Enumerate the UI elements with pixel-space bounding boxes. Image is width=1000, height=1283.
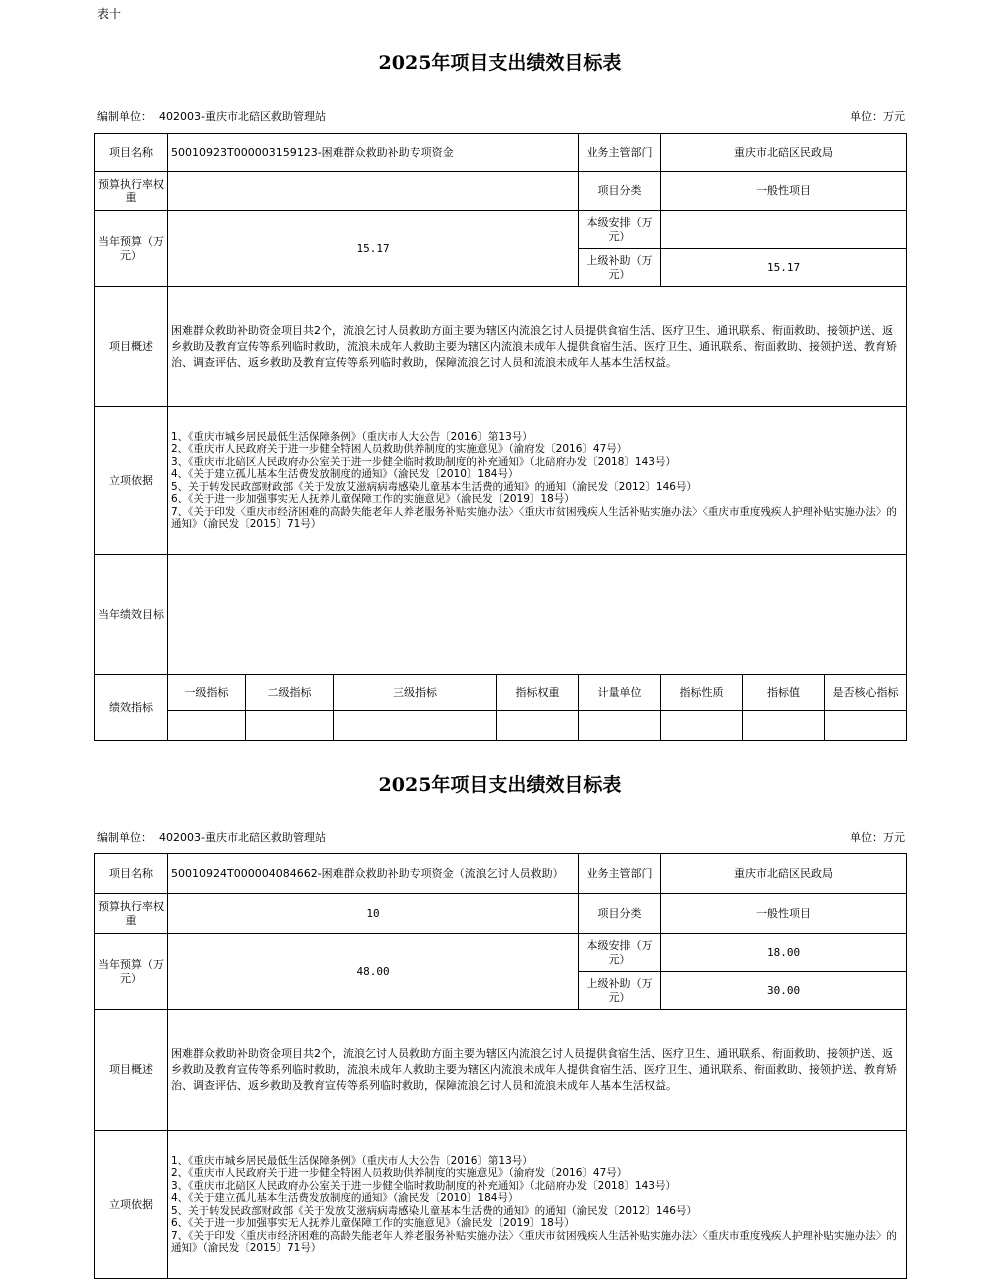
project-name-value: 50010924T000004084662-困难群众救助补助专项资金（流浪乞讨人员救助）: [168, 854, 579, 894]
indicator-header: 三级指标: [334, 675, 497, 711]
indicator-cell: [497, 711, 579, 741]
header-meta: [97, 829, 905, 845]
basis-item: 4、《关于建立孤儿基本生活费发放制度的通知》（渝民发〔2010〕184号）: [171, 468, 519, 480]
page-label: 表十: [97, 7, 122, 21]
indicator-header: 一级指标: [168, 675, 246, 711]
indicator-cell: [168, 711, 246, 741]
overview-label: 项目概述: [95, 287, 168, 407]
local-budget-value: 18.00: [661, 934, 907, 972]
weight-label: 预算执行率权重: [95, 894, 168, 934]
upper-subsidy-label: 上级补助（万元）: [579, 972, 661, 1010]
table-title: 2025年项目支出绩效目标表: [378, 774, 622, 796]
dept-value: 重庆市北碚区民政局: [661, 854, 907, 894]
indicator-cell: [246, 711, 334, 741]
weight-value: [168, 172, 579, 211]
unit-label: 单位：万元: [850, 831, 905, 844]
category-label: 项目分类: [579, 894, 661, 934]
performance-table: [94, 133, 907, 741]
indicator-cell: [334, 711, 497, 741]
basis-item: 7、《关于印发〈重庆市经济困难的高龄失能老年人养老服务补贴实施办法〉〈重庆市贫困残疾人生活补贴实施办法〉〈重庆市重度残疾人护理补贴实施办法〉的通知》（渝民发〔2015〕71号）: [171, 1229, 897, 1254]
basis-item: 2、《重庆市人民政府关于进一步健全特困人员救助供养制度的实施意见》（渝府发〔2016〕47号）: [171, 443, 628, 455]
category-label: 项目分类: [579, 172, 661, 211]
overview-label: 项目概述: [95, 1010, 168, 1131]
basis-list: [168, 407, 907, 555]
performance-table: [94, 853, 907, 1279]
project-name-label: 项目名称: [95, 854, 168, 894]
goal-label: 当年绩效目标: [95, 555, 168, 675]
budget-value: 48.00: [168, 934, 579, 1010]
weight-label: 预算执行率权重: [95, 172, 168, 211]
basis-item: 3、《重庆市北碚区人民政府办公室关于进一步健全临时救助制度的补充通知》（北碚府办发〔2018〕143号）: [171, 455, 676, 468]
basis-list: [168, 1131, 907, 1279]
dept-label: 业务主管部门: [579, 854, 661, 894]
basis-item: 6、《关于进一步加强事实无人抚养儿童保障工作的实施意见》（渝民发〔2019〕18号）: [171, 493, 575, 505]
indicator-cell: [743, 711, 825, 741]
basis-item: 6、《关于进一步加强事实无人抚养儿童保障工作的实施意见》（渝民发〔2019〕18号）: [171, 1217, 575, 1229]
basis-item: 5、关于转发民政部财政部《关于发放艾滋病病毒感染儿童基本生活费的通知》的通知（渝民发〔2012〕146号）: [171, 1204, 697, 1217]
weight-value: 10: [168, 894, 579, 934]
indicator-cell: [579, 711, 661, 741]
unit-label: 单位：万元: [850, 110, 905, 123]
local-budget-value: [661, 211, 907, 249]
indicator-header: 指标性质: [661, 675, 743, 711]
category-value: 一般性项目: [661, 172, 907, 211]
indicator-header: 指标权重: [497, 675, 579, 711]
indicator-cell: [825, 711, 907, 741]
budget-value: 15.17: [168, 211, 579, 287]
overview-text: 困难群众救助补助资金项目共2个，流浪乞讨人员救助方面主要为辖区内流浪乞讨人员提供食宿生活、医疗卫生、通讯联系、衔面救助、接领护送、返乡救助及教育宣传等系列临时救助，流浪未成年人救助主要为辖区内流浪未成年人提供食宿生活、医疗卫生、通讯联系、衔面救助、接领护送、教育矫治、调查评估、返乡救助及教育宣传等系列临时救助，保障流浪乞讨人员和流浪未成年人基本生活权益。: [168, 1010, 907, 1131]
header-meta: [97, 108, 905, 124]
org-label: 编制单位：: [97, 110, 152, 123]
indicator-header: 二级指标: [246, 675, 334, 711]
basis-item: 4、《关于建立孤儿基本生活费发放制度的通知》（渝民发〔2010〕184号）: [171, 1192, 519, 1204]
org-label: 编制单位：: [97, 831, 152, 844]
indicator-header: 是否核心指标: [825, 675, 907, 711]
budget-label: 当年预算（万元）: [95, 211, 168, 287]
indicator-cell: [661, 711, 743, 741]
overview-text: 困难群众救助补助资金项目共2个，流浪乞讨人员救助方面主要为辖区内流浪乞讨人员提供食宿生活、医疗卫生、通讯联系、衔面救助、接领护送、返乡救助及教育宣传等系列临时救助，流浪未成年人救助主要为辖区内流浪未成年人提供食宿生活、医疗卫生、通讯联系、衔面救助、接领护送、教育矫治、调查评估、返乡救助及教育宣传等系列临时救助，保障流浪乞讨人员和流浪未成年人基本生活权益。: [168, 287, 907, 407]
basis-item: 1、《重庆市城乡居民最低生活保障条例》（重庆市人大公告〔2016〕第13号）: [171, 1154, 533, 1167]
basis-item: 3、《重庆市北碚区人民政府办公室关于进一步健全临时救助制度的补充通知》（北碚府办发〔2018〕143号）: [171, 1179, 676, 1192]
upper-subsidy-value: 15.17: [661, 249, 907, 287]
basis-item: 7、《关于印发〈重庆市经济困难的高龄失能老年人养老服务补贴实施办法〉〈重庆市贫困残疾人生活补贴实施办法〉〈重庆市重度残疾人护理补贴实施办法〉的通知》（渝民发〔2015〕71号）: [171, 505, 897, 530]
basis-item: 2、《重庆市人民政府关于进一步健全特困人员救助供养制度的实施意见》（渝府发〔2016〕47号）: [171, 1167, 628, 1179]
upper-subsidy-value: 30.00: [661, 972, 907, 1010]
basis-item: 1、《重庆市城乡居民最低生活保障条例》（重庆市人大公告〔2016〕第13号）: [171, 430, 533, 443]
dept-label: 业务主管部门: [579, 134, 661, 172]
indicator-header: 指标值: [743, 675, 825, 711]
indicator-header: 计量单位: [579, 675, 661, 711]
table-title: 2025年项目支出绩效目标表: [378, 52, 622, 74]
org-value: 402003-重庆市北碚区救助管理站: [159, 831, 326, 844]
basis-label: 立项依据: [95, 1131, 168, 1279]
project-name-label: 项目名称: [95, 134, 168, 172]
budget-label: 当年预算（万元）: [95, 934, 168, 1010]
basis-label: 立项依据: [95, 407, 168, 555]
org-value: 402003-重庆市北碚区救助管理站: [159, 110, 326, 123]
goal-value: [168, 555, 907, 675]
project-name-value: 50010923T000003159123-困难群众救助补助专项资金: [168, 134, 579, 172]
category-value: 一般性项目: [661, 894, 907, 934]
upper-subsidy-label: 上级补助（万元）: [579, 249, 661, 287]
local-budget-label: 本级安排（万元）: [579, 211, 661, 249]
basis-item: 5、关于转发民政部财政部《关于发放艾滋病病毒感染儿童基本生活费的通知》的通知（渝民发〔2012〕146号）: [171, 480, 697, 493]
indicator-label: 绩效指标: [95, 675, 168, 741]
dept-value: 重庆市北碚区民政局: [661, 134, 907, 172]
local-budget-label: 本级安排（万元）: [579, 934, 661, 972]
